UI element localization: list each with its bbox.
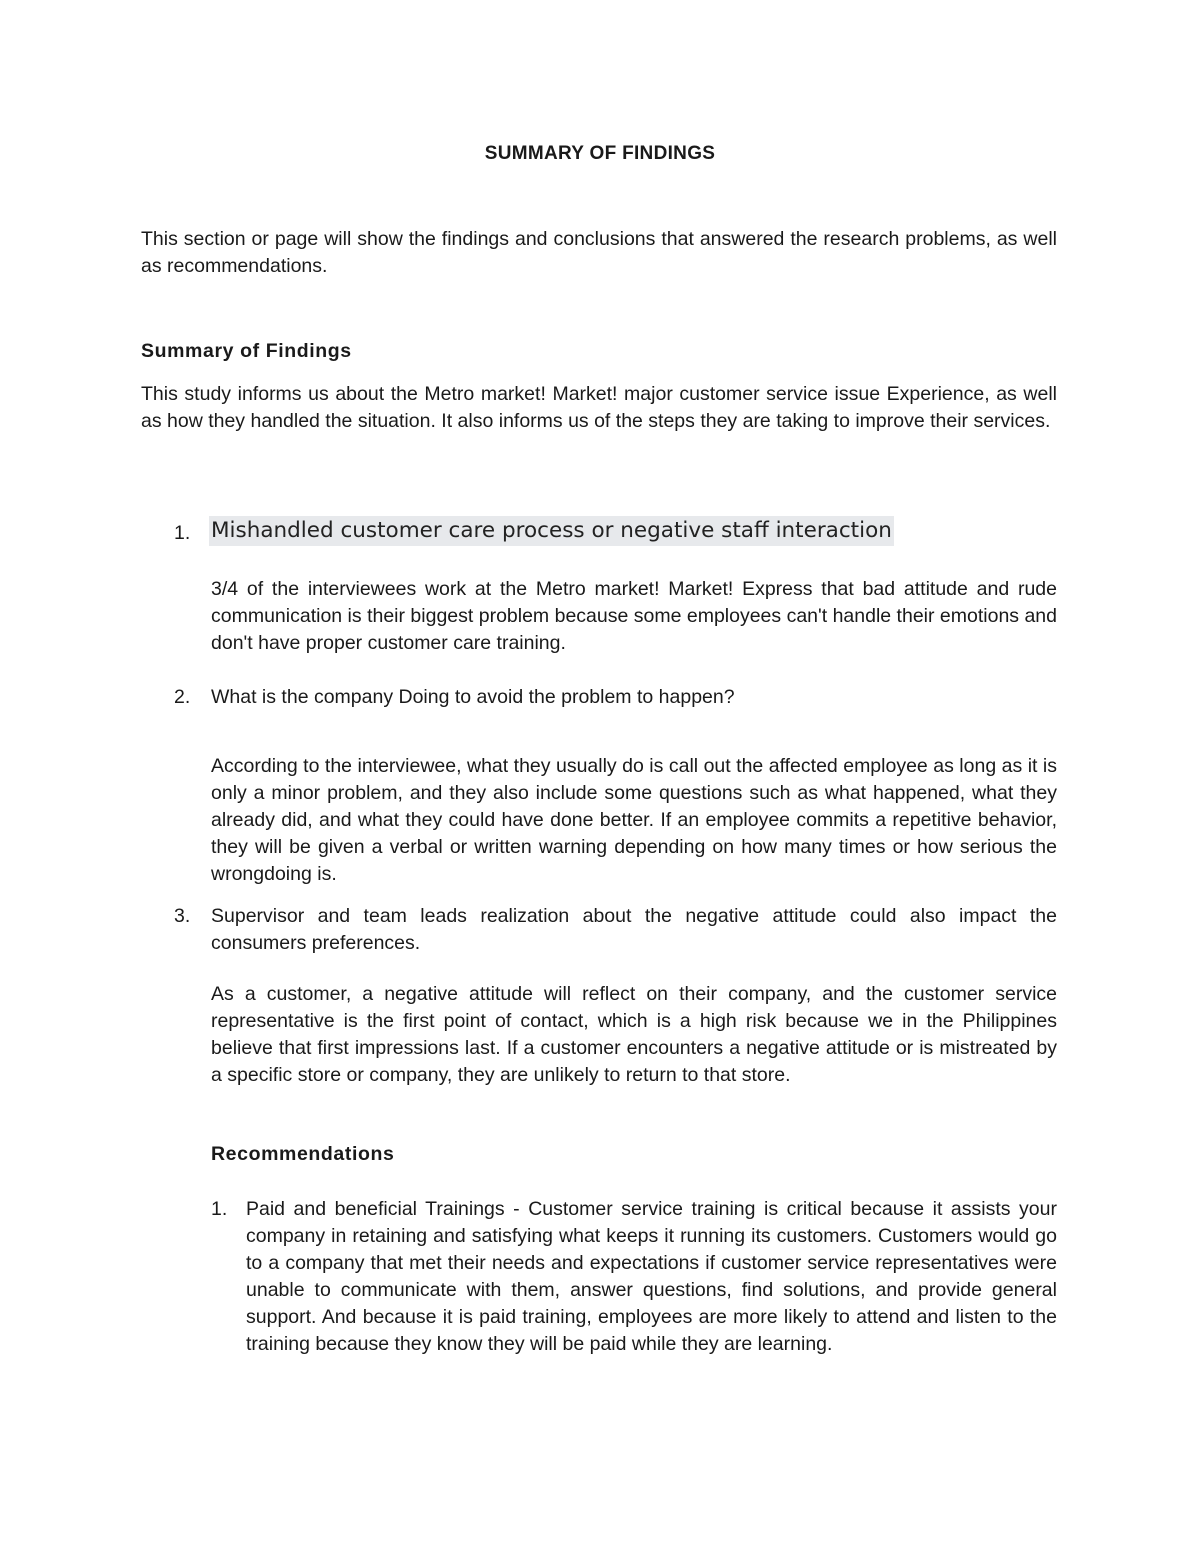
finding-title: Mishandled customer care process or negative staff interaction: [209, 516, 894, 546]
finding-number: 2.: [174, 686, 191, 708]
finding-body: According to the interviewee, what they usually do is call out the affected employee as long as it is only a minor problem, and they also include some questions such as what happened, what they already did, and what they could have done better. If an employee commits a repetitive behavior, they will be given a verbal or written warning depending on how many times or how serious the wrongdoing is.: [211, 755, 1057, 885]
recommendations-heading: Recommendations: [211, 1143, 395, 1165]
finding-title: What is the company Doing to avoid the problem to happen?: [211, 686, 735, 708]
finding-body: 3/4 of the interviewees work at the Metro market! Market! Express that bad attitude and rude communication is their biggest problem because some employees can't handle their emotions and don't have proper customer care training.: [211, 578, 1057, 654]
finding-number: 1.: [174, 522, 191, 544]
intro-paragraph: This section or page will show the findings and conclusions that answered the research problems, as well as recommendations.: [141, 228, 1057, 277]
summary-heading: Summary of Findings: [141, 340, 352, 362]
summary-paragraph: This study informs us about the Metro market! Market! major customer service issue Experience, as well as how they handled the situation. It also informs us of the steps they are taking to improve their services.: [141, 383, 1057, 432]
finding-number: 3.: [174, 905, 191, 927]
finding-title: Supervisor and team leads realization about the negative attitude could also impact the consumers preferences.: [211, 905, 1057, 954]
finding-body: As a customer, a negative attitude will reflect on their company, and the customer service representative is the first point of contact, which is a high risk because we in the Philippines believe that first impressions last. If a customer encounters a negative attitude or is mistreated by a specific store or company, they are unlikely to return to that store.: [211, 983, 1057, 1086]
recommendation-text: Paid and beneficial Trainings - Customer service training is critical because it assists your company in retaining and satisfying what keeps it running its customers. Customers would go to a company that met their needs and expectations if customer service representatives were unable to communicate with them, answer questions, find solutions, and provide general support. And because it is paid training, employees are more likely to attend and listen to the training because they know they will be paid while they are learning.: [246, 1198, 1057, 1355]
recommendation-number: 1.: [211, 1198, 228, 1220]
page-title: SUMMARY OF FINDINGS: [484, 143, 716, 164]
